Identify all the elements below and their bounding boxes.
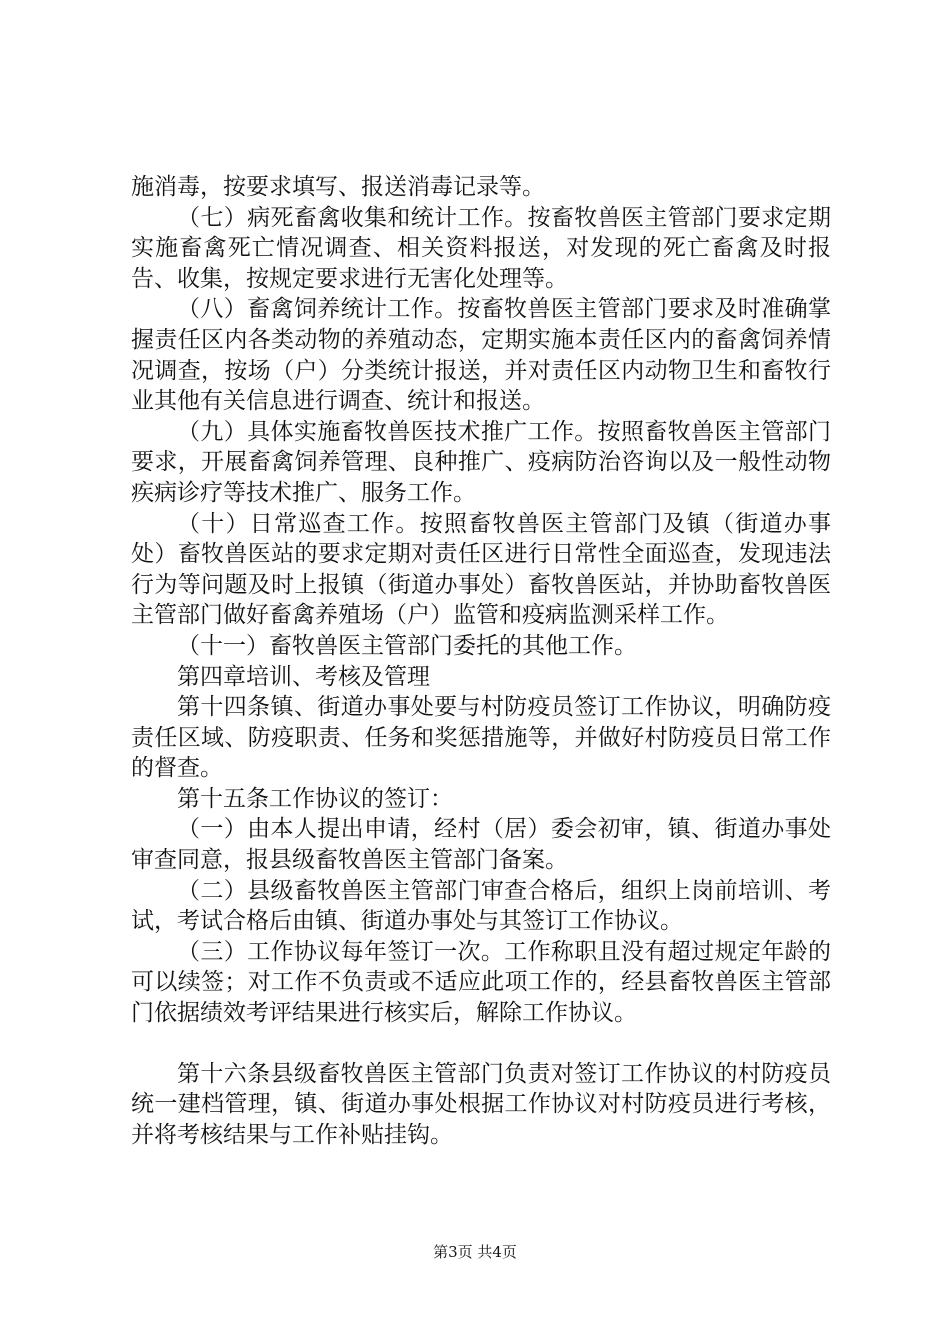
paragraph: （七）病死畜禽收集和统计工作。按畜牧兽医主管部门要求定期实施畜禽死亡情况调查、相关资料报送，对发现的死亡畜禽及时报告、收集，按规定要求进行无害化处理等。 (131, 204, 831, 292)
paragraph: （三）工作协议每年签订一次。工作称职且没有超过规定年龄的可以续签；对工作不负责或不适应此项工作的，经县畜牧兽医主管部门依据绩效考评结果进行核实后，解除工作协议。 (131, 938, 831, 1027)
paragraph: 施消毒，按要求填写、报送消毒记录等。 (131, 174, 545, 200)
paragraph: （九）具体实施畜牧兽医技术推广工作。按照畜牧兽医主管部门要求，开展畜禽饲养管理、良种推广、疫病防治咨询以及一般性动物疾病诊疗等技术推广、服务工作。 (131, 418, 831, 506)
paragraph: 第十六条县级畜牧兽医主管部门负责对签订工作协议的村防疫员统一建档管理，镇、街道办事处根据工作协议对村防疫员进行考核，并将考核结果与工作补贴挂钩。 (131, 1060, 831, 1148)
document-body (131, 172, 831, 1150)
paragraph: （十一）畜牧兽医主管部门委托的其他工作。 (177, 632, 637, 659)
paragraph: （八）畜禽饲养统计工作。按畜牧兽医主管部门要求及时准确掌握责任区内各类动物的养殖动态，定期实施本责任区内的畜禽饲养情况调查，按场（户）分类统计报送，并对责任区内动物卫生和畜牧行业其他有关信息进行调查、统计和报送。 (131, 296, 831, 415)
paragraph: （一）由本人提出申请，经村（居）委会初审，镇、街道办事处审查同意，报县级畜牧兽医主管部门备案。 (131, 816, 831, 874)
page-number-footer: 第3页 共4页 (433, 1243, 517, 1261)
paragraph: （二）县级畜牧兽医主管部门审查合格后，组织上岗前培训、考试，考试合格后由镇、街道办事处与其签订工作协议。 (131, 877, 831, 935)
paragraph: 第十五条工作协议的签订： (177, 785, 453, 812)
paragraph: 第十四条镇、街道办事处要与村防疫员签订工作协议，明确防疫责任区域、防疫职责、任务和奖惩措施等，并做好村防疫员日常工作的督查。 (131, 694, 831, 782)
paragraph: （十）日常巡查工作。按照畜牧兽医主管部门及镇（街道办事处）畜牧兽医站的要求定期对责任区进行日常性全面巡查，发现违法行为等问题及时上报镇（街道办事处）畜牧兽医站，并协助畜牧兽医主管部门做好畜禽养殖场（户）监管和疫病监测采样工作。 (131, 510, 831, 629)
chapter-heading: 第四章培训、考核及管理 (177, 663, 430, 690)
